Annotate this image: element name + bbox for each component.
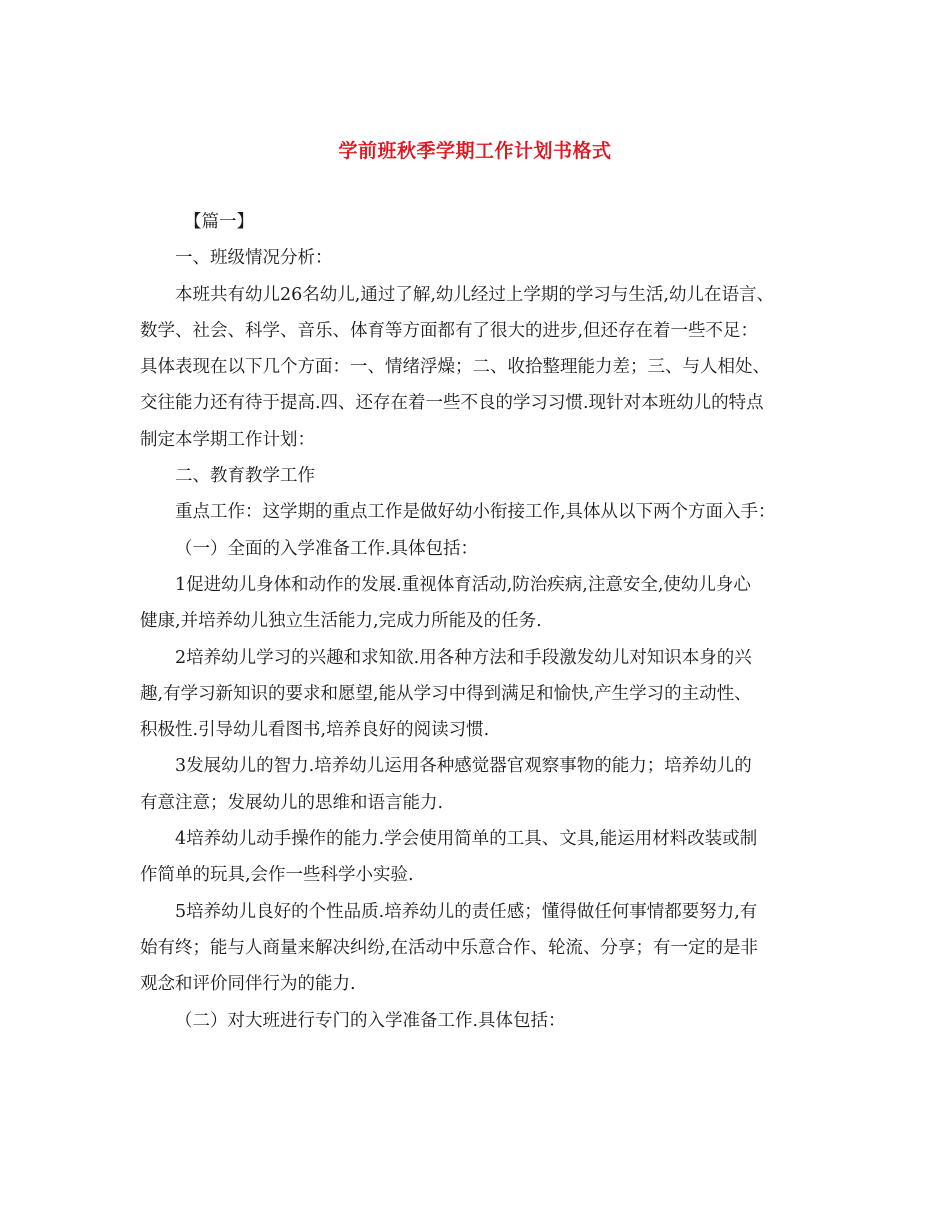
document-body bbox=[140, 204, 812, 1039]
paragraph-line: 4培养幼儿动手操作的能力.学会使用简单的工具、文具,能运用材料改装或制 bbox=[175, 829, 758, 850]
paragraph-line: （二）对大班进行专门的入学准备工作.具体包括： bbox=[175, 1010, 566, 1031]
paragraph-line: 重点工作：这学期的重点工作是做好幼小衔接工作,具体从以下两个方面入手： bbox=[175, 502, 776, 523]
paragraph-line: 二、教育教学工作 bbox=[175, 466, 315, 487]
paragraph-line: 健康,并培养幼儿独立生活能力,完成力所能及的任务. bbox=[140, 611, 542, 632]
paragraph-line: 本班共有幼儿26名幼儿,通过了解,幼儿经过上学期的学习与生活,幼儿在语言、 bbox=[175, 284, 774, 305]
paragraph-line: 数学、社会、科学、音乐、体育等方面都有了很大的进步,但还存在着一些不足： bbox=[140, 320, 759, 341]
section-heading: 【篇一】 bbox=[184, 212, 254, 232]
paragraph-line: 一、班级情况分析： bbox=[175, 248, 333, 269]
paragraph-line: 观念和评价同伴行为的能力. bbox=[140, 974, 356, 995]
paragraph-line: 5培养幼儿良好的个性品质.培养幼儿的责任感；懂得做任何事情都要努力,有 bbox=[175, 901, 758, 922]
paragraph-line: 有意注意；发展幼儿的思维和语言能力. bbox=[140, 792, 444, 813]
paragraph-line: 3发展幼儿的智力.培养幼儿运用各种感觉器官观察事物的能力；培养幼儿的 bbox=[175, 756, 752, 777]
paragraph-line: 交往能力还有待于提高.四、还存在着一些不良的学习习惯.现针对本班幼儿的特点 bbox=[140, 393, 764, 414]
paragraph-line: 制定本学期工作计划： bbox=[140, 429, 315, 450]
paragraph-line: 1促进幼儿身体和动作的发展.重视体育活动,防治疾病,注意安全,使幼儿身心 bbox=[175, 574, 751, 595]
paragraph-line: 作简单的玩具,会作一些科学小实验. bbox=[140, 865, 414, 886]
paragraph-line: 具体表现在以下几个方面：一、情绪浮燥；二、收拾整理能力差；三、与人相处、 bbox=[140, 357, 770, 378]
document-title: 学前班秋季学期工作计划书格式 bbox=[338, 140, 612, 162]
paragraph-line: 始有终；能与人商量来解决纠纷,在活动中乐意合作、轮流、分享；有一定的是非 bbox=[140, 937, 759, 958]
paragraph-line: 积极性.引导幼儿看图书,培养良好的阅读习惯. bbox=[140, 720, 490, 741]
paragraph-line: （一）全面的入学准备工作.具体包括： bbox=[175, 538, 479, 559]
paragraph-line: 趣,有学习新知识的要求和愿望,能从学习中得到满足和愉快,产生学习的主动性、 bbox=[140, 683, 752, 704]
paragraph-line: 2培养幼儿学习的兴趣和求知欲.用各种方法和手段激发幼儿对知识本身的兴 bbox=[175, 647, 752, 668]
